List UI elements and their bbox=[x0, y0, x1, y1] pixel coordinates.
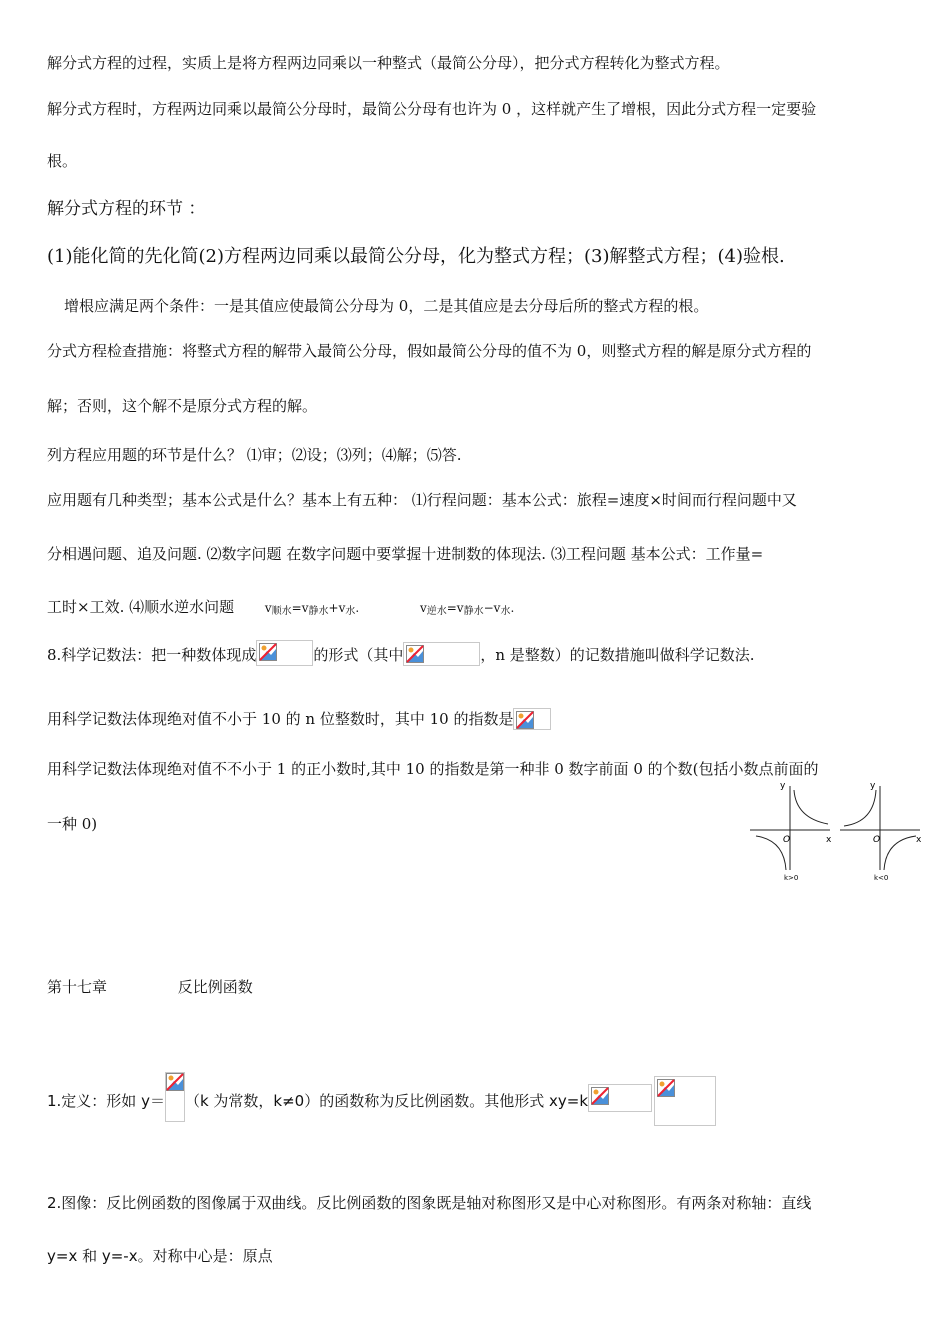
formula-image-placeholder bbox=[513, 708, 551, 730]
chapter-heading bbox=[47, 976, 253, 997]
hyperbola-graph-k-positive bbox=[750, 778, 840, 883]
broken-image-icon bbox=[259, 643, 277, 661]
broken-image-icon bbox=[516, 711, 534, 729]
broken-image-icon bbox=[657, 1079, 675, 1097]
problem-types-line2: 分相遇问题、追及问题. ⑵数字问题 在数字问题中要掌握十进制数的体现法. ⑶工程问题 基本公式：工作量= bbox=[47, 545, 764, 563]
formula-image-placeholder bbox=[256, 640, 313, 666]
broken-image-icon bbox=[591, 1087, 609, 1105]
graph-property-line1: 2.图像：反比例函数的图像属于双曲线。反比例函数的图象既是轴对称图形又是中心对称图形。有两条对称轴：直线 bbox=[47, 1194, 812, 1212]
chapter-number: 第十七章 bbox=[47, 978, 108, 996]
definition-text-a: 1.定义：形如 y＝ bbox=[47, 1092, 165, 1110]
graph-right-k-label: k<0 bbox=[874, 874, 889, 882]
scientific-notation-integer bbox=[47, 708, 551, 730]
graph-left-k-label: k>0 bbox=[784, 874, 799, 882]
sci-text-a: 8.科学记数法：把一种数体现成 bbox=[47, 646, 257, 664]
scientific-notation-decimal-line2: 一种 0) bbox=[47, 815, 98, 833]
extraneous-root-conditions: 增根应满足两个条件：一是其值应使最简公分母为 0，二是其值应是去分母后所的整式方程的根。 bbox=[64, 297, 709, 315]
application-steps: 列方程应用题的环节是什么？ ⑴审；⑵设；⑶列；⑷解；⑸答. bbox=[47, 446, 462, 464]
definition-text-b: （k 为常数，k≠0）的函数称为反比例函数。其他形式 xy=k bbox=[184, 1092, 589, 1110]
downstream-upstream-label: 工时×工效. ⑷顺水逆水问题 bbox=[47, 598, 235, 616]
paragraph-extraneous-root-line2: 根。 bbox=[47, 152, 78, 170]
problem-types-line1: 应用题有几种类型；基本公式是什么？基本上有五种： ⑴行程问题：基本公式：旅程=速度×时间而行程问题中又 bbox=[47, 491, 797, 509]
paragraph-fractional-equation-process: 解分式方程的过程，实质上是将方程两边同乘以一种整式（最简公分母），把分式方程转化为整式方程。 bbox=[47, 54, 730, 72]
scientific-notation-definition bbox=[47, 640, 755, 666]
hyperbola-graph-k-negative bbox=[840, 778, 930, 883]
upstream-speed-formula: $v_{逆水}=v_{静水}-v_水$. bbox=[419, 601, 515, 617]
check-method-line1: 分式方程检查措施：将整式方程的解带入最简公分母，假如最简公分母的值不为 0，则整式方程的解是原分式方程的 bbox=[47, 342, 812, 360]
formula-image-placeholder bbox=[654, 1076, 716, 1126]
graph-left-y-label: y bbox=[780, 781, 786, 791]
formula-image-placeholder bbox=[403, 642, 480, 666]
broken-image-icon bbox=[406, 645, 424, 663]
formula-image-placeholder bbox=[588, 1084, 652, 1112]
graph-right-origin-label: O bbox=[873, 835, 881, 845]
graph-right-y-label: y bbox=[870, 781, 876, 791]
definition-line bbox=[47, 1072, 716, 1126]
chapter-title: 反比例函数 bbox=[177, 978, 253, 996]
steps-heading: 解分式方程的环节 ： bbox=[47, 199, 206, 219]
graph-right-x-label: x bbox=[916, 835, 922, 845]
scientific-notation-decimal-line1: 用科学记数法体现绝对值不不小于 1 的正小数时,其中 10 的指数是第一种非 0 数字前面 0 的个数(包括小数点前面的 bbox=[47, 760, 819, 778]
graph-property-line2: y=x 和 y=-x。对称中心是：原点 bbox=[47, 1247, 273, 1265]
sci2-text: 用科学记数法体现绝对值不小于 10 的 n 位整数时，其中 10 的指数是 bbox=[47, 710, 514, 728]
sci-text-c: ，n 是整数）的记数措施叫做科学记数法. bbox=[480, 646, 755, 664]
graph-left-x-label: x bbox=[826, 835, 832, 845]
formula-image-placeholder bbox=[165, 1072, 185, 1122]
problem-types-line3 bbox=[47, 596, 514, 617]
steps-list: (1)能化简的先化简(2)方程两边同乘以最简公分母，化为整式方程；(3)解整式方程；(4)验根. bbox=[47, 246, 785, 267]
check-method-line2: 解；否则，这个解不是原分式方程的解。 bbox=[47, 397, 318, 415]
broken-image-icon bbox=[166, 1073, 184, 1091]
paragraph-extraneous-root-line1: 解分式方程时，方程两边同乘以最简公分母时，最简公分母有也许为 0 ，这样就产生了增根，因此分式方程一定要验 bbox=[47, 100, 817, 118]
downstream-speed-formula: $v_{顺水}=v_{静水}+v_水$. bbox=[264, 601, 360, 617]
sci-text-b: 的形式（其中 bbox=[313, 646, 404, 664]
graph-left-origin-label: O bbox=[783, 835, 791, 845]
